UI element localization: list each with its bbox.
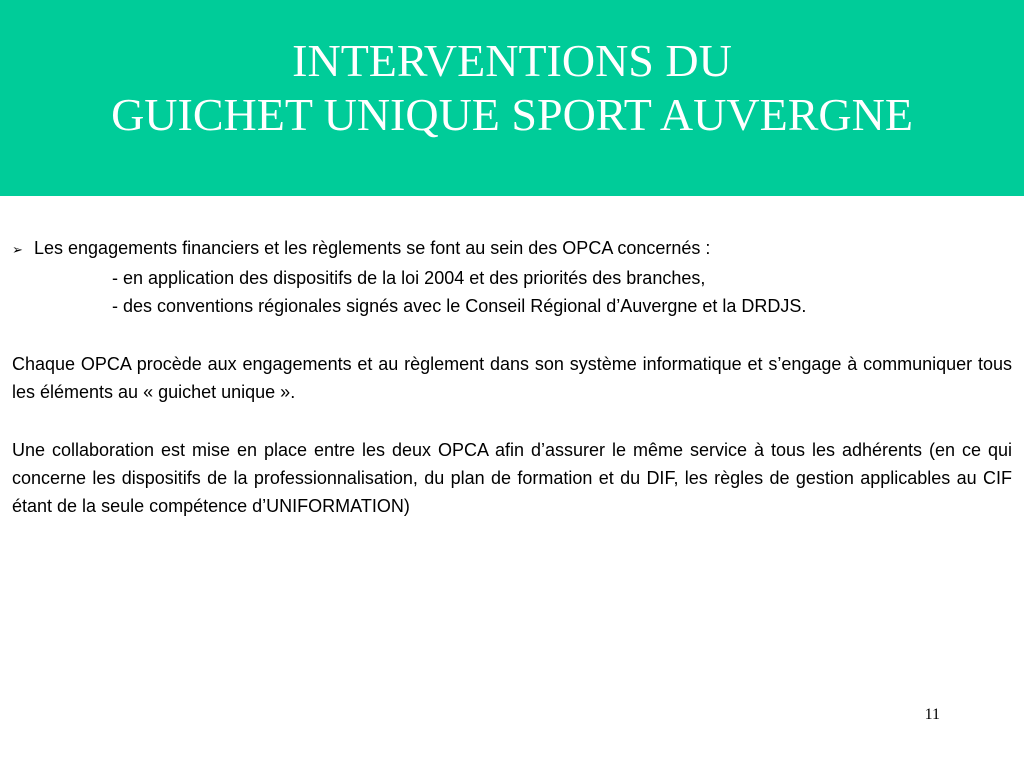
bullet-item: [12, 234, 1012, 264]
paragraph-collaboration: Une collaboration est mise en place entre les deux OPCA afin d’assurer le même service à tous les adhérents (en ce qui concerne les dispositifs de la professionnalisation, du plan de formation et du DIF, les règles de gestion applicables au CIF étant de la seule compétence d’UNIFORMATION): [12, 440, 1012, 516]
slide-title: [0, 34, 1024, 142]
slide-body: [12, 234, 1012, 520]
slide-title-line1: INTERVENTIONS DU: [292, 35, 732, 86]
slide-title-line2: GUICHET UNIQUE SPORT AUVERGNE: [111, 89, 913, 140]
page-number: 11: [924, 706, 940, 723]
title-banner: [0, 0, 1024, 196]
sub-item-2: - des conventions régionales signés avec le Conseil Régional d’Auvergne et la DRDJS.: [112, 296, 807, 316]
paragraph-opca-engagements: Chaque OPCA procède aux engagements et au règlement dans son système informatique et s’engage à communiquer tous les éléments au « guichet unique ».: [12, 354, 1012, 402]
arrow-right-icon: ➢: [12, 242, 23, 257]
bullet-text: Les engagements financiers et les règlements se font au sein des OPCA concernés :: [34, 238, 711, 258]
sub-item-1: - en application des dispositifs de la loi 2004 et des priorités des branches,: [112, 268, 706, 288]
